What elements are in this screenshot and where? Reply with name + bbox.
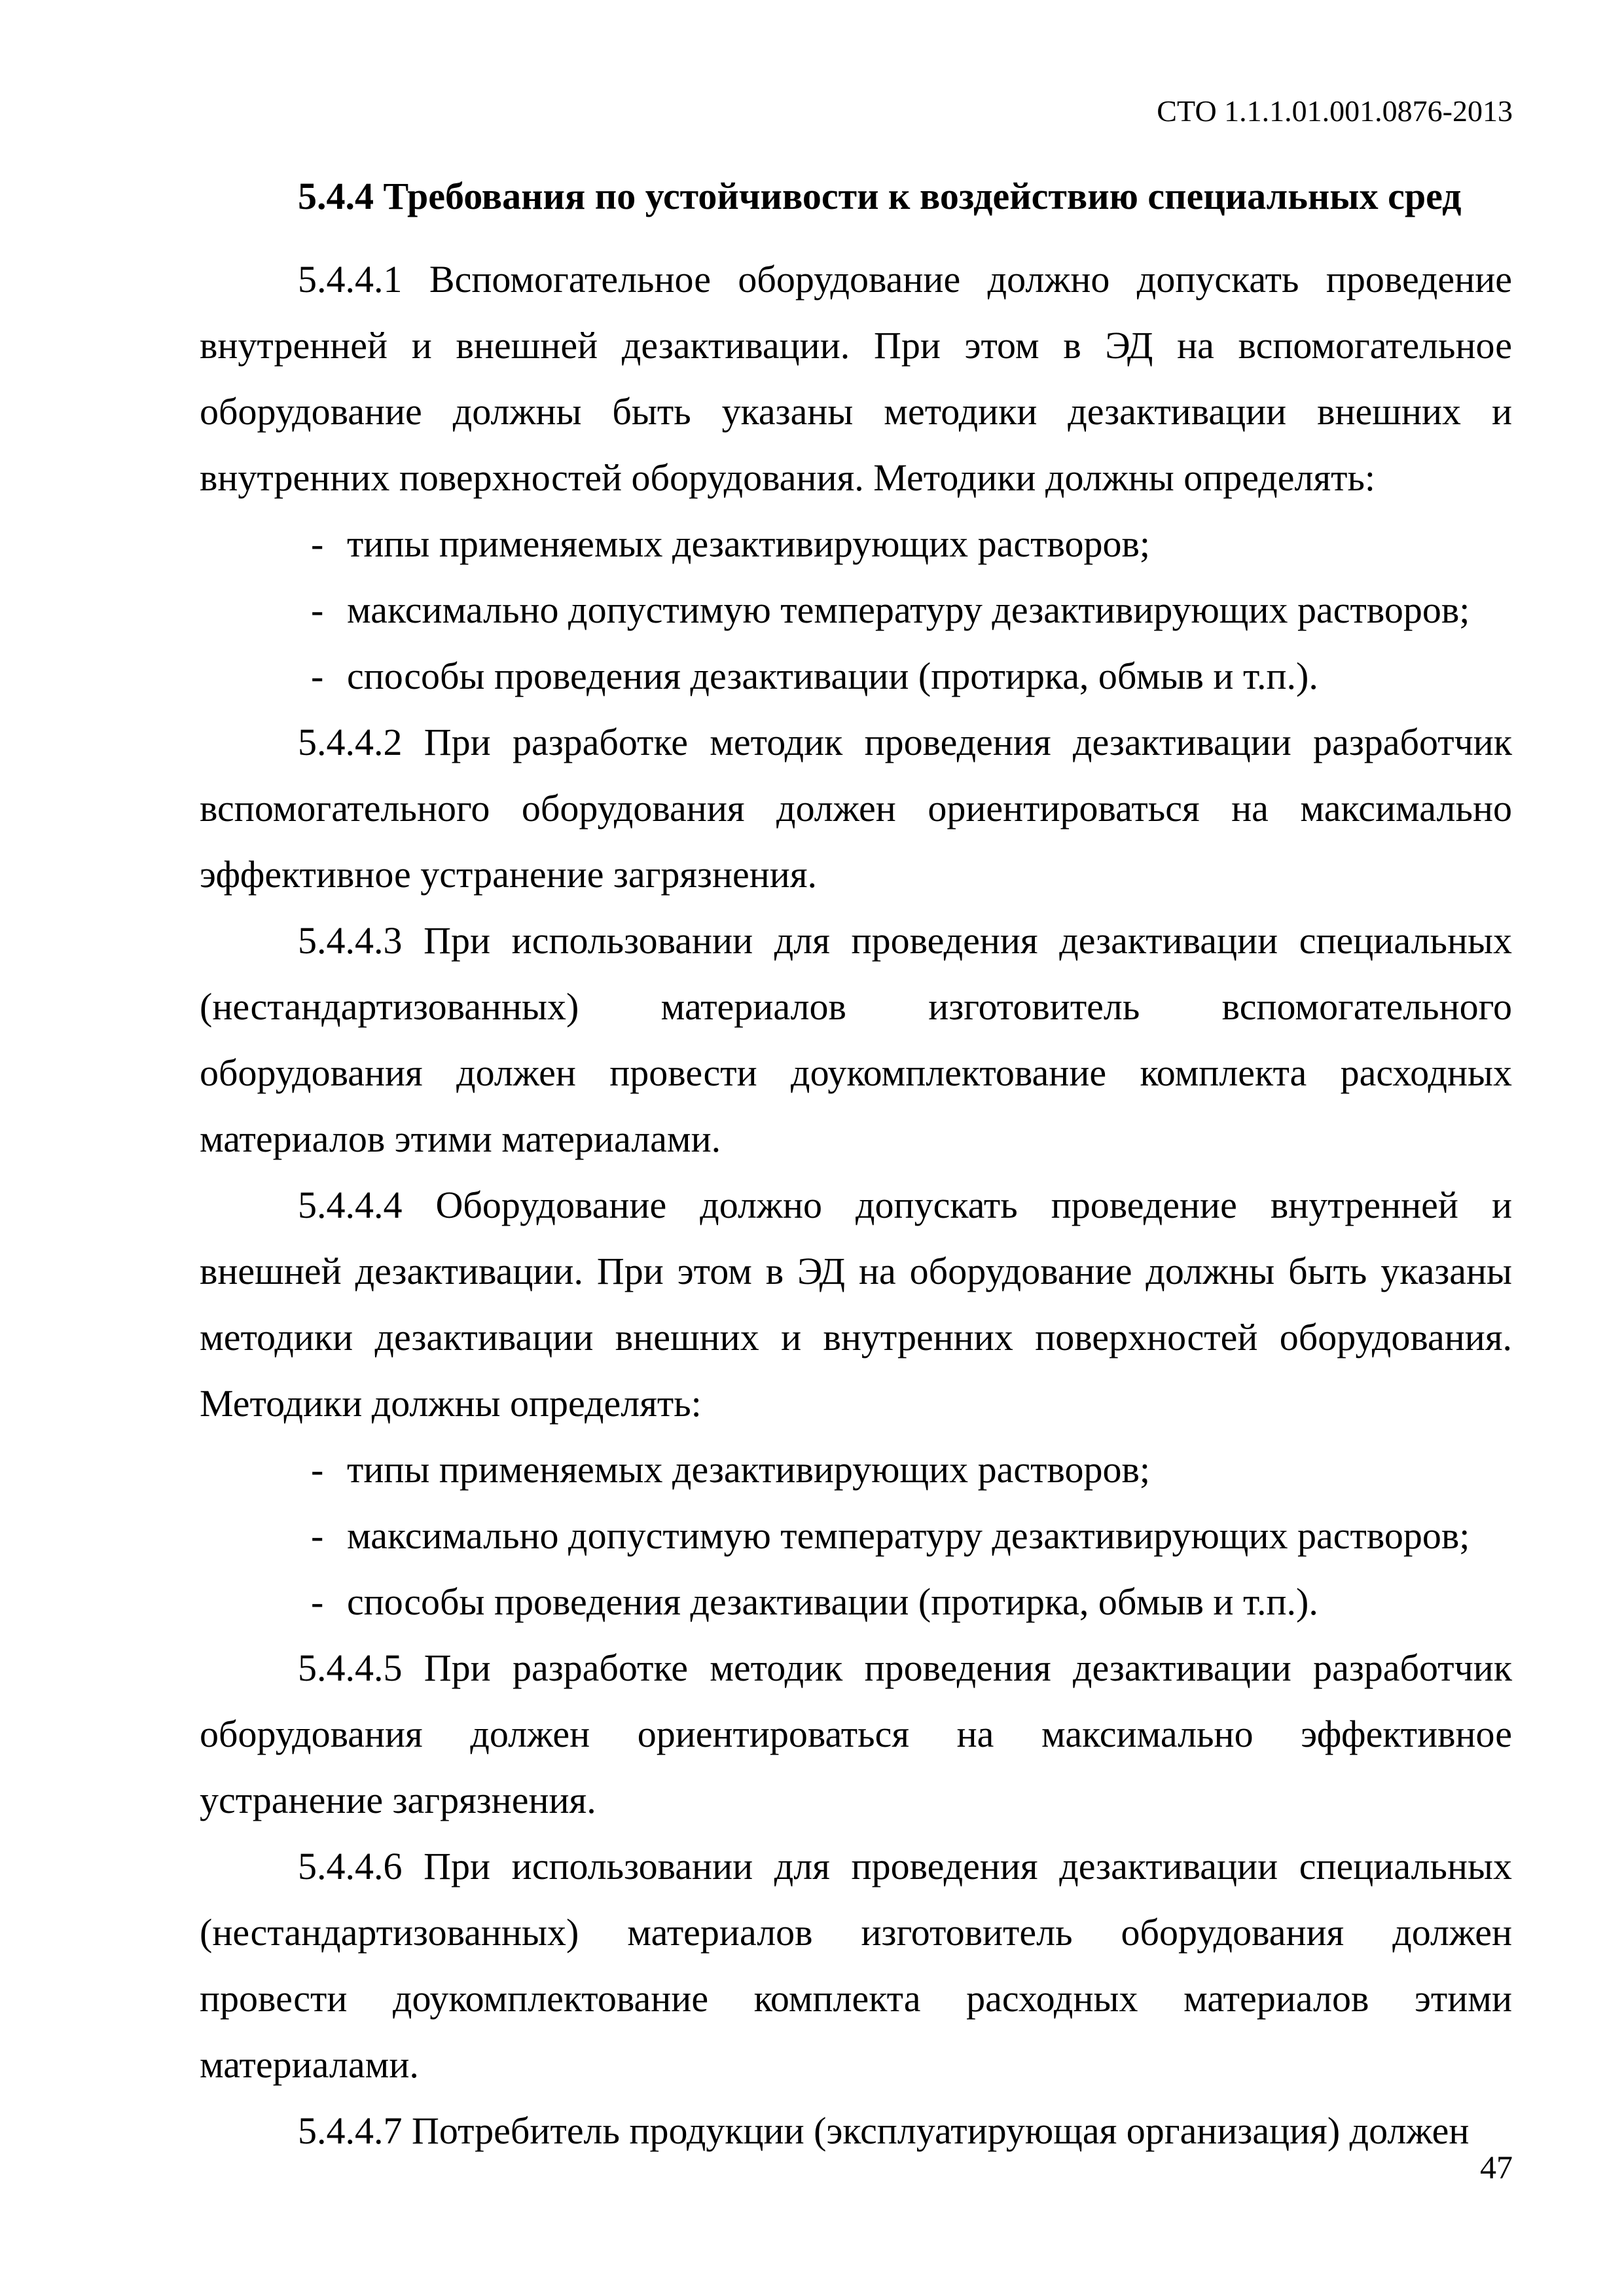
list-item-text: типы применяемых дезактивирующих растворов;: [347, 522, 1150, 565]
list-item-text: способы проведения дезактивации (протирка, обмыв и т.п.).: [347, 1580, 1318, 1623]
page-number: 47: [1480, 2149, 1513, 2185]
list-item: [200, 643, 1512, 709]
list-item: [200, 1569, 1512, 1635]
list-dash: -: [311, 1448, 324, 1491]
page-content: [200, 164, 1512, 2164]
list-item: [200, 577, 1512, 643]
paragraph-5-4-4-5: 5.4.4.5 При разработке методик проведения дезактивации разработчик оборудования должен ориентироваться на максимально эффективное устранение загрязнения.: [200, 1647, 1512, 1821]
requirements-list-1: [200, 511, 1512, 709]
list-dash: -: [311, 655, 324, 697]
paragraph-5-4-4-6: 5.4.4.6 При использовании для проведения дезактивации специальных (нестандартизованных) материалов изготовитель оборудования должен провести доукомплектование комплекта расходных материалов этими материалами.: [200, 1845, 1512, 2086]
list-item-text: способы проведения дезактивации (протирка, обмыв и т.п.).: [347, 655, 1318, 697]
list-item-text: максимально допустимую температуру дезактивирующих растворов;: [347, 589, 1470, 631]
paragraph-5-4-4-2: 5.4.4.2 При разработке методик проведения дезактивации разработчик вспомогательного оборудования должен ориентироваться на максимально эффективное устранение загрязнения.: [200, 721, 1512, 896]
list-item: [200, 511, 1512, 577]
list-dash: -: [311, 522, 324, 565]
list-item: [200, 1503, 1512, 1569]
section-title: 5.4.4 Требования по устойчивости к воздействию специальных сред: [298, 175, 1462, 217]
list-item: [200, 1436, 1512, 1503]
list-dash: -: [311, 1580, 324, 1623]
paragraph-5-4-4-1: 5.4.4.1 Вспомогательное оборудование должно допускать проведение внутренней и внешней дезактивации. При этом в ЭД на вспомогательное оборудование должны быть указаны методики дезактивации внешних и внутренних поверхностей оборудования. Методики должны определять:: [200, 258, 1512, 499]
requirements-list-2: [200, 1436, 1512, 1635]
document-code: СТО 1.1.1.01.001.0876-2013: [1157, 94, 1513, 128]
list-item-text: типы применяемых дезактивирующих растворов;: [347, 1448, 1150, 1491]
list-dash: -: [311, 1514, 324, 1557]
paragraph-5-4-4-4: 5.4.4.4 Оборудование должно допускать проведение внутренней и внешней дезактивации. При этом в ЭД на оборудование должны быть указаны методики дезактивации внешних и внутренних поверхностей оборудования. Методики должны определять:: [200, 1184, 1512, 1425]
list-dash: -: [311, 589, 324, 631]
paragraph-5-4-4-3: 5.4.4.3 При использовании для проведения дезактивации специальных (нестандартизованных) материалов изготовитель вспомогательного оборудования должен провести доукомплектование комплекта расходных материалов этими материалами.: [200, 919, 1512, 1160]
paragraph-5-4-4-7: 5.4.4.7 Потребитель продукции (эксплуатирующая организация) должен: [298, 2109, 1470, 2152]
list-item-text: максимально допустимую температуру дезактивирующих растворов;: [347, 1514, 1470, 1557]
